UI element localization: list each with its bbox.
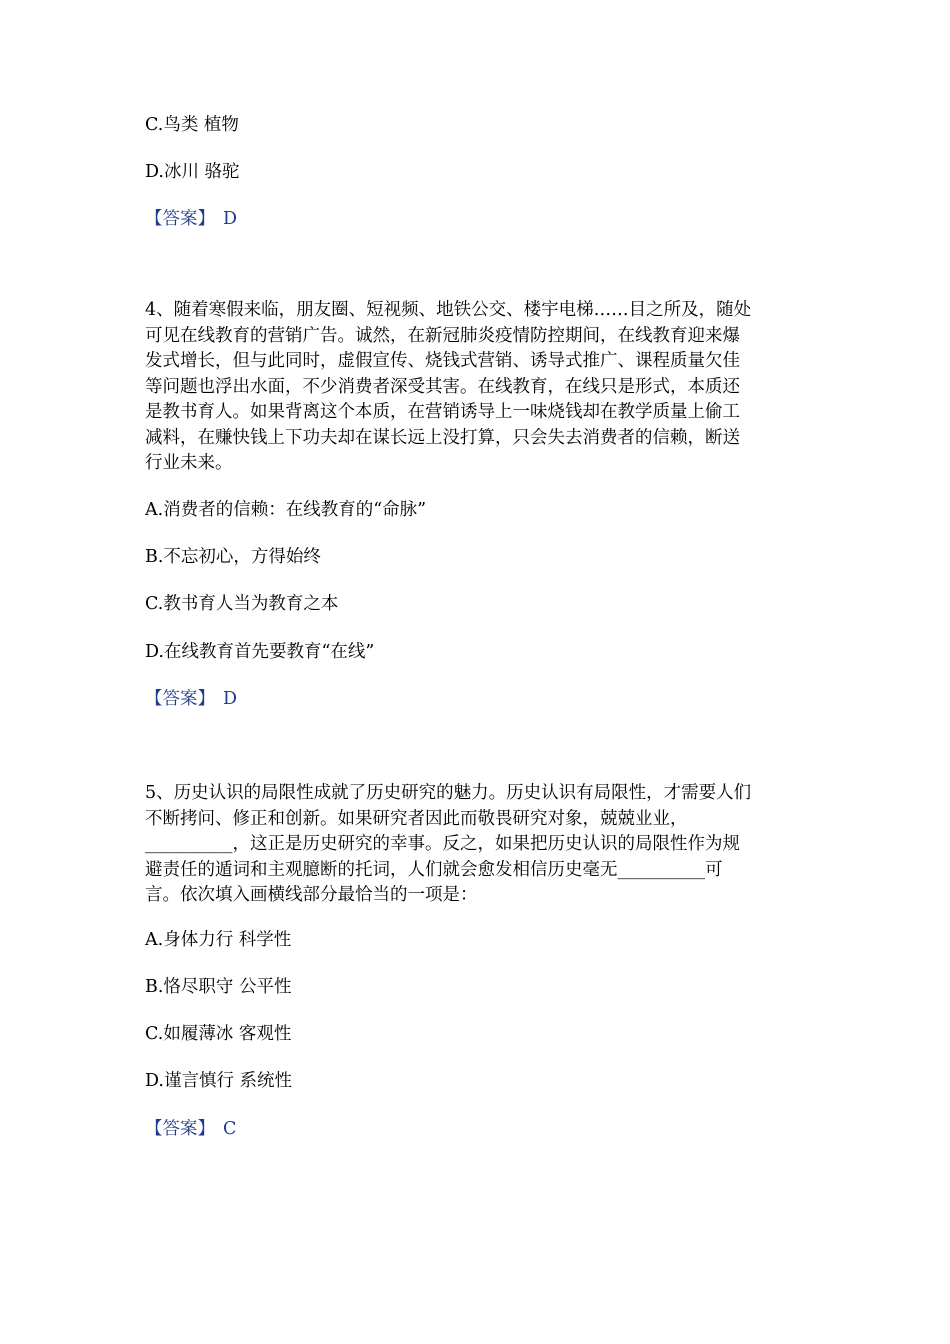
q3-option-d: D.冰川 骆驼 — [145, 162, 240, 182]
q5-stem-line-5: 言。依次填入画横线部分最恰当的一项是： — [145, 885, 478, 905]
answer-value: D — [223, 689, 238, 709]
q4-option-d: D.在线教育首先要教育“在线” — [145, 642, 375, 662]
q5-stem-line-1: 5、历史认识的局限性成就了历史研究的魅力。历史认识有局限性，才需要人们 — [145, 783, 752, 803]
q5-option-d: D.谨言慎行 系统性 — [145, 1071, 293, 1091]
q4-stem-line-7: 行业未来。 — [145, 453, 233, 473]
q4-stem-line-6: 减料，在赚快钱上下功夫却在谋长远上没打算，只会失去消费者的信赖，断送 — [145, 427, 740, 448]
answer-value: D — [223, 209, 238, 229]
q3-option-c: C.鸟类 植物 — [145, 115, 239, 135]
q4-answer — [145, 687, 237, 712]
q4-stem-line-1: 4、随着寒假来临，朋友圈、短视频、地铁公交、楼宇电梯……目之所及，随处 — [145, 300, 752, 320]
q4-stem-line-2: 可见在线教育的营销广告。诚然，在新冠肺炎疫情防控期间，在线教育迎来爆 — [145, 325, 740, 346]
q5-option-b: B.恪尽职守 公平性 — [145, 977, 292, 997]
q4-stem-line-4: 等问题也浮出水面，不少消费者深受其害。在线教育，在线只是形式，本质还 — [145, 376, 740, 397]
q3-answer — [145, 207, 237, 232]
q4-option-b: B.不忘初心，方得始终 — [145, 547, 321, 567]
q5-answer — [145, 1117, 236, 1142]
q5-stem-line-3: __________，这正是历史研究的幸事。反之，如果把历史认识的局限性作为规 — [145, 834, 740, 854]
q5-option-c: C.如履薄冰 客观性 — [145, 1024, 292, 1044]
q4-stem-line-5: 是教书育人。如果背离这个本质，在营销诱导上一味烧钱却在教学质量上偷工 — [145, 402, 740, 422]
answer-label: 【答案】 — [145, 1119, 215, 1139]
q5-option-a: A.身体力行 科学性 — [145, 930, 292, 950]
answer-label: 【答案】 — [145, 689, 215, 709]
answer-value: C — [223, 1119, 237, 1139]
q5-stem-line-2: 不断拷问、修正和创新。如果研究者因此而敬畏研究对象，兢兢业业， — [145, 808, 688, 829]
q4-stem-line-3: 发式增长，但与此同时，虚假宣传、烧钱式营销、诱导式推广、课程质量欠佳 — [145, 351, 740, 371]
q4-option-c: C.教书育人当为教育之本 — [145, 594, 339, 614]
q4-option-a: A.消费者的信赖：在线教育的“命脉” — [145, 500, 427, 520]
answer-label: 【答案】 — [145, 209, 215, 229]
q5-stem-line-4: 避责任的遁词和主观臆断的托词，人们就会愈发相信历史毫无__________可 — [145, 859, 723, 880]
